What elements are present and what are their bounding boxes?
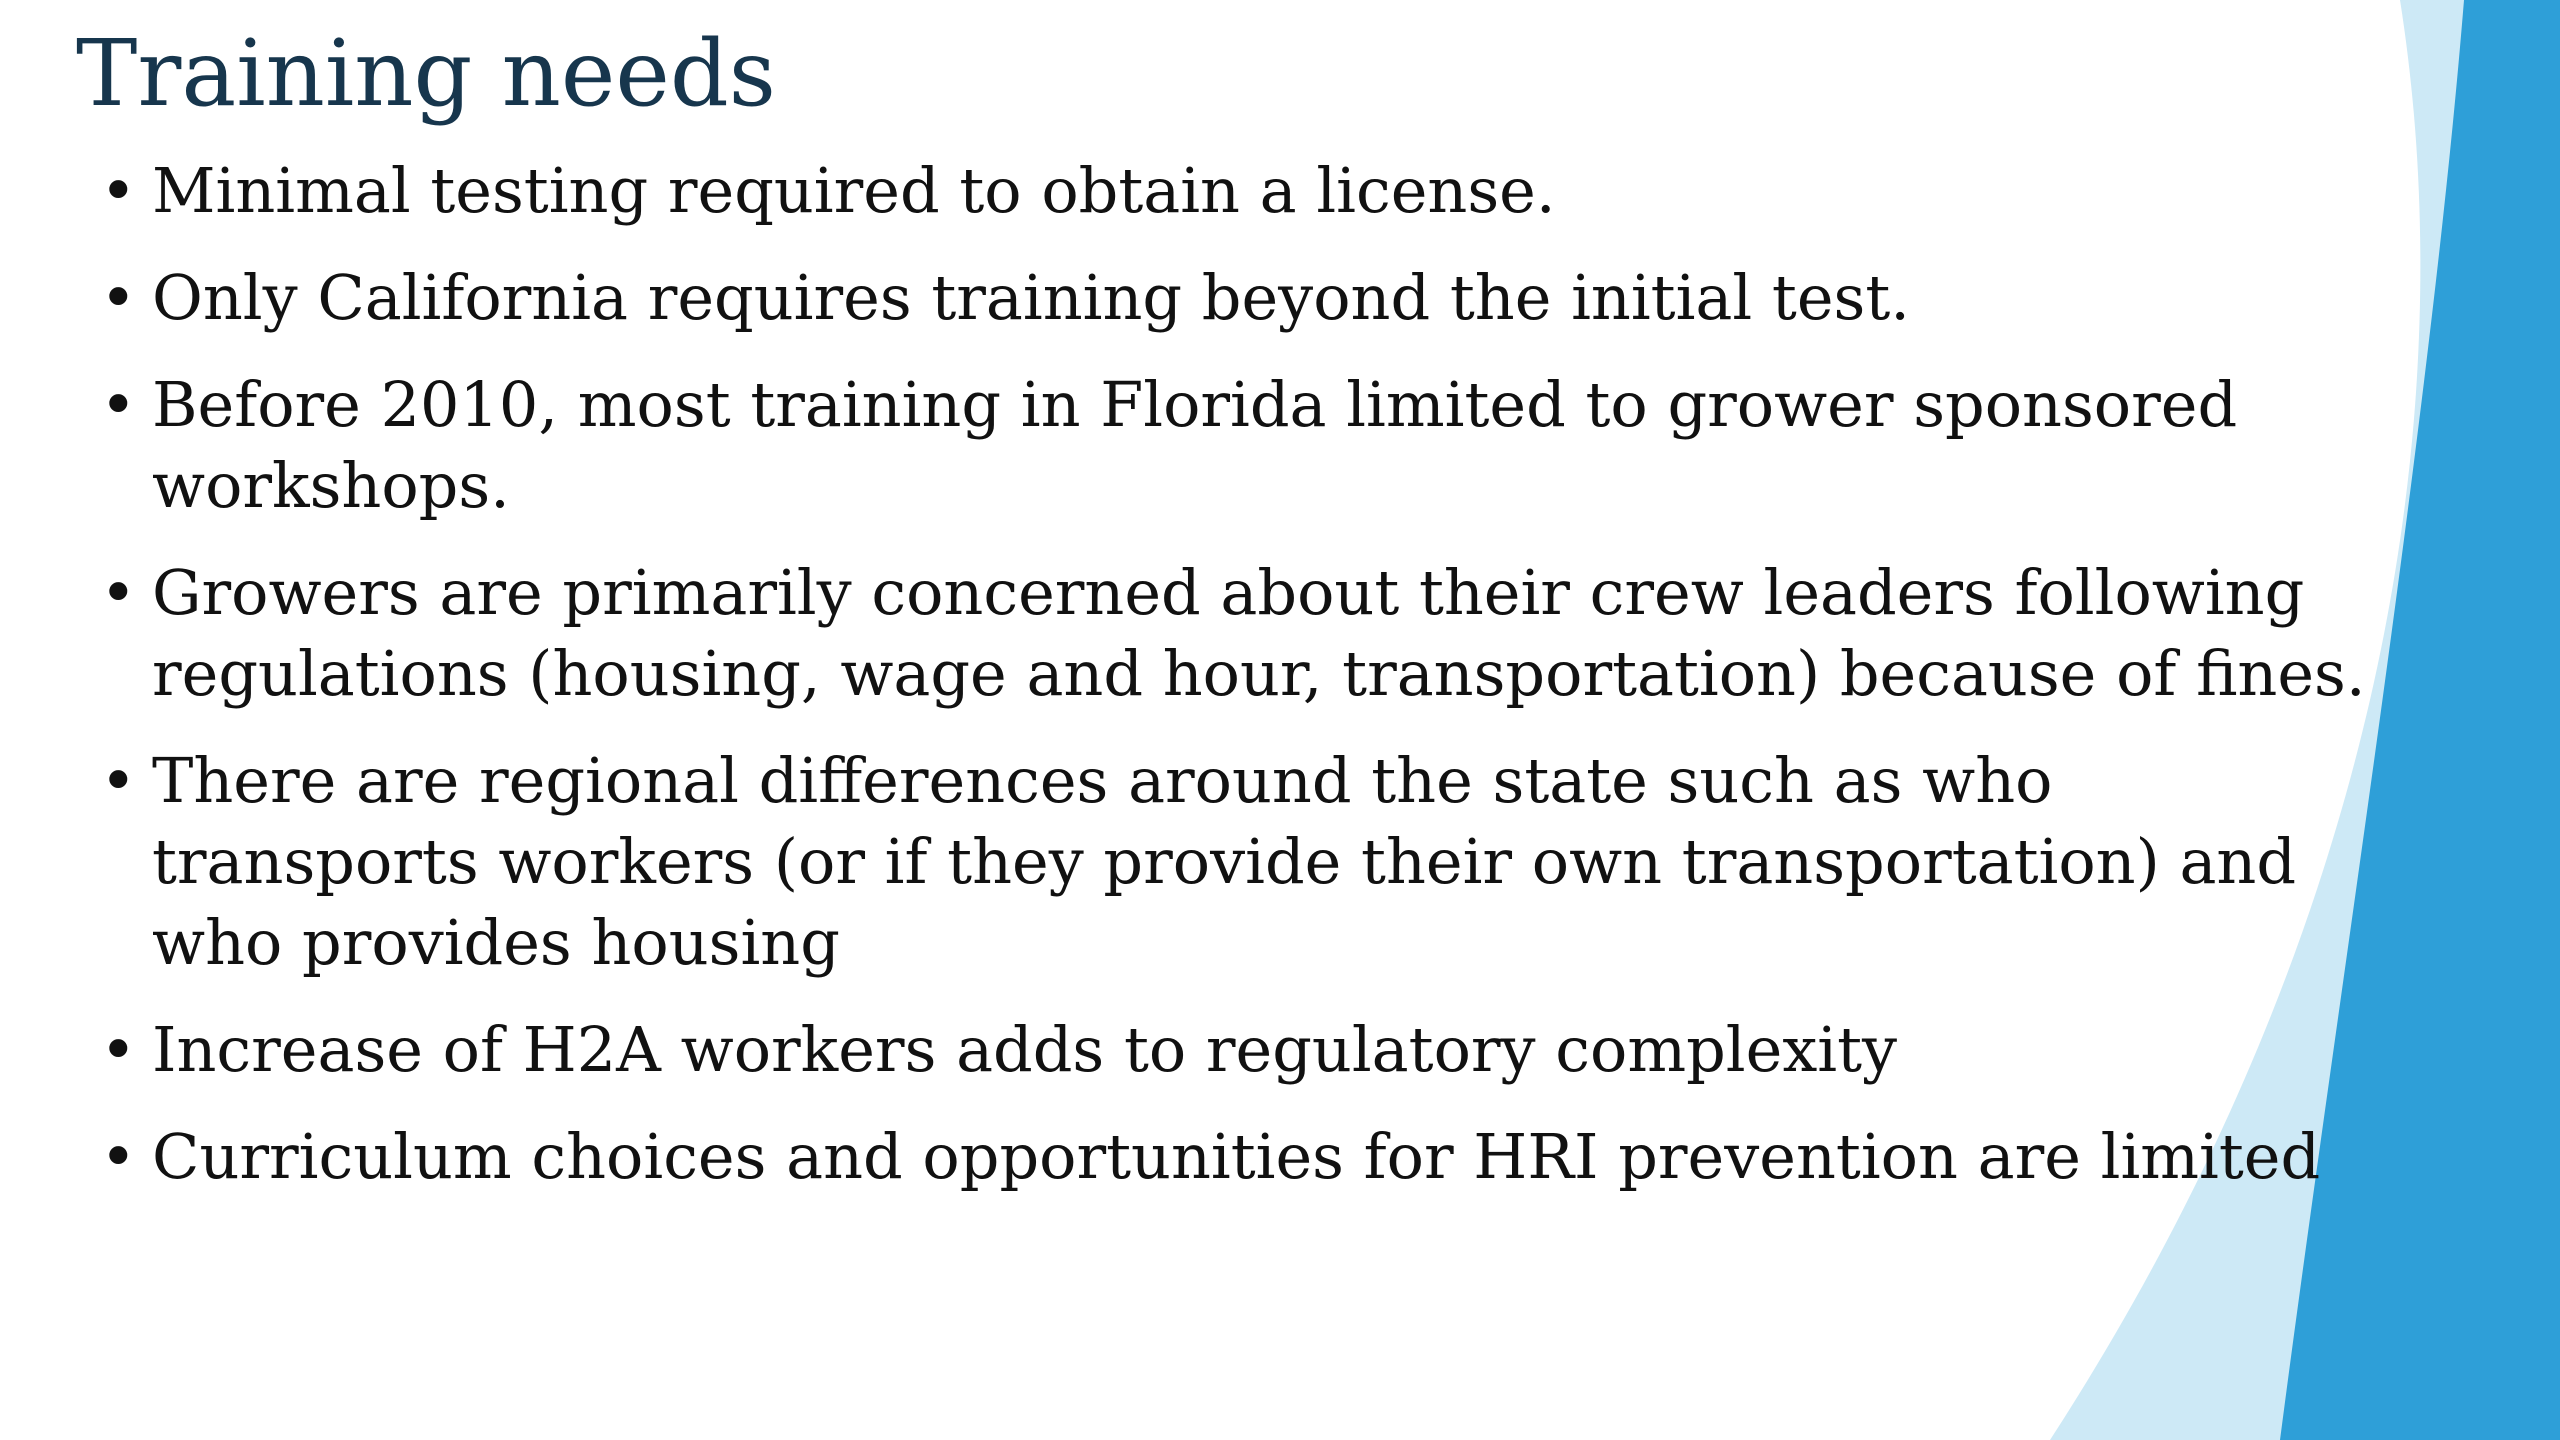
bullet-text: Increase of H2A workers adds to regulatory complexity [152, 1013, 1898, 1086]
slide-title: Training needs [76, 20, 776, 127]
bullet-item [96, 257, 2396, 338]
bullet-marker: • [100, 556, 137, 629]
bullet-item [96, 552, 2396, 714]
bullet-marker: • [100, 1120, 137, 1193]
bullet-list [96, 150, 2396, 1223]
bullet-text: Only California requires training beyond the initial test. [152, 261, 1910, 334]
bullet-item [96, 1009, 2396, 1090]
bullet-marker: • [100, 261, 137, 334]
bullet-marker: • [100, 154, 137, 227]
bullet-text: There are regional differences around the state such as who transports workers (or if they provide their own transportation) and who provides housing [152, 744, 2297, 979]
bullet-marker: • [100, 368, 137, 441]
bullet-item [96, 740, 2396, 983]
bullet-text: Minimal testing required to obtain a license. [152, 154, 1556, 227]
bullet-text: Before 2010, most training in Florida limited to grower sponsored workshops. [152, 368, 2238, 522]
bullet-item [96, 364, 2396, 526]
bullet-marker: • [100, 744, 137, 817]
bullet-item [96, 1116, 2396, 1197]
bullet-text: Growers are primarily concerned about their crew leaders following regulations (housing, wage and hour, transportation) because of fines. [152, 556, 2366, 710]
bullet-text: Curriculum choices and opportunities for HRI prevention are limited [152, 1120, 2321, 1193]
bullet-item [96, 150, 2396, 231]
bullet-marker: • [100, 1013, 137, 1086]
